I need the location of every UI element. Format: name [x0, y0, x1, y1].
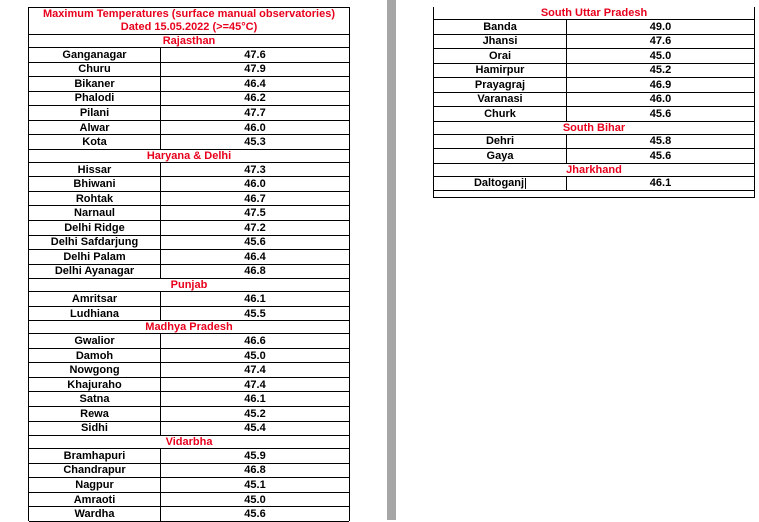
temperature-value: 49.0 [649, 20, 672, 33]
station-name-text: Wardha [74, 508, 115, 521]
table-row [434, 64, 754, 79]
title-line-1: Maximum Temperatures (surface manual observatories) [42, 8, 335, 20]
station-name-text: Rewa [80, 407, 109, 420]
station-name-text: Varanasi [477, 93, 523, 106]
station-name [29, 334, 161, 348]
station-name [29, 177, 161, 191]
station-name [434, 78, 567, 92]
table-row [29, 177, 349, 192]
temperature-value: 47.6 [649, 35, 672, 48]
station-name-text: Narnaul [74, 207, 115, 220]
temperature-value: 46.0 [244, 121, 266, 134]
table-row [434, 177, 754, 192]
station-name [29, 77, 161, 91]
table-row [29, 236, 349, 251]
table-row [29, 378, 349, 393]
temperature-value: 45.0 [244, 349, 266, 362]
station-name-text: Chandrapur [63, 464, 126, 477]
station-name-text: Nowgong [69, 364, 120, 377]
table-row [29, 449, 349, 464]
station-name-text: Hamirpur [475, 64, 525, 77]
temperature-value: 46.8 [244, 464, 266, 477]
station-name [29, 292, 161, 306]
station-name [29, 507, 161, 521]
right-table-body [434, 7, 754, 191]
station-name [434, 49, 567, 63]
section-header-madhya-pradesh: Madhya Pradesh [29, 321, 349, 334]
text-cursor [525, 178, 526, 189]
temperature-value: 45.0 [244, 493, 266, 506]
temperature-value: 45.6 [649, 107, 672, 120]
station-name-text: Daltoganj [473, 177, 525, 190]
station-name [434, 93, 567, 107]
station-name [29, 92, 161, 106]
station-name [29, 265, 161, 279]
table-row [29, 307, 349, 322]
table-row [29, 493, 349, 508]
section-header-vidarbha: Vidarbha [29, 436, 349, 449]
table-row [29, 422, 349, 437]
table-title [29, 8, 349, 35]
station-name [29, 464, 161, 478]
temperature-value: 47.4 [244, 364, 266, 377]
table-row [434, 107, 754, 122]
station-name-text: Delhi Ridge [64, 221, 125, 234]
temperature-value: 46.6 [244, 335, 266, 348]
station-name [29, 478, 161, 492]
station-name [29, 221, 161, 235]
left-temperature-table [28, 7, 350, 521]
station-name [29, 48, 161, 62]
station-name-text: Gwalior [74, 335, 115, 348]
station-name [29, 206, 161, 220]
station-name-text: Nagpur [75, 478, 114, 491]
station-name [29, 106, 161, 120]
table-row [29, 106, 349, 121]
temperature-value: 45.6 [244, 236, 266, 249]
station-name-text: Khajuraho [67, 378, 122, 391]
table-row [434, 49, 754, 64]
temperature-value: 46.7 [244, 192, 266, 205]
station-name-text: Prayagraj [474, 78, 526, 91]
section-header-rajasthan: Rajasthan [29, 35, 349, 48]
section-header-jharkhand: Jharkhand [434, 164, 754, 177]
temperature-value: 45.2 [649, 64, 672, 77]
temperature-value: 45.6 [649, 149, 672, 162]
table-row [434, 149, 754, 164]
station-name-text: Churu [78, 63, 111, 76]
station-name-text: Pilani [79, 106, 110, 119]
station-name-text: Jhansi [482, 35, 518, 48]
station-name [29, 121, 161, 135]
page-divider [387, 0, 396, 520]
table-row [29, 63, 349, 78]
station-name-text: Gaya [486, 149, 514, 162]
table-row [29, 478, 349, 493]
temperature-value: 46.1 [649, 177, 672, 190]
station-name [29, 363, 161, 377]
station-name-text: Delhi Ayanagar [54, 265, 135, 278]
station-name-text: Ganganagar [62, 48, 127, 61]
table-row [29, 334, 349, 349]
temperature-value: 45.6 [244, 508, 266, 521]
table-row [29, 363, 349, 378]
table-row [29, 92, 349, 107]
station-name-text: Damoh [75, 349, 114, 362]
section-header-south-bihar: South Bihar [434, 122, 754, 135]
table-row [29, 464, 349, 479]
station-name [434, 35, 567, 49]
station-name-text: Kota [82, 136, 107, 149]
table-row [29, 135, 349, 150]
station-name [434, 20, 567, 34]
left-table-body [29, 35, 349, 522]
temperature-value: 46.4 [244, 250, 266, 263]
table-row [434, 93, 754, 108]
table-row [434, 20, 754, 35]
temperature-value: 46.1 [244, 393, 266, 406]
temperature-value: 47.5 [244, 207, 266, 220]
station-name [29, 63, 161, 77]
station-name [434, 64, 567, 78]
table-row [434, 35, 754, 50]
station-name [434, 149, 567, 163]
table-row [29, 163, 349, 178]
station-name-text: Alwar [79, 121, 110, 134]
station-name [29, 135, 161, 149]
temperature-value: 47.7 [244, 106, 266, 119]
station-name [434, 135, 567, 149]
station-name-text: Bhiwani [73, 178, 116, 191]
temperature-value: 47.3 [244, 163, 266, 176]
station-name [29, 192, 161, 206]
table-row [29, 48, 349, 63]
temperature-value: 46.1 [244, 292, 266, 305]
station-name-text: Satna [79, 393, 110, 406]
temperature-value: 46.0 [244, 178, 266, 191]
station-name [29, 163, 161, 177]
station-name-text: Sidhi [81, 422, 108, 435]
table-row [29, 221, 349, 236]
station-name [29, 422, 161, 436]
temperature-value: 45.3 [244, 136, 266, 149]
title-line-2: Dated 15.05.2022 (>=45°C) [120, 21, 258, 33]
station-name-text: Delhi Safdarjung [50, 236, 139, 249]
temperature-value: 46.2 [244, 92, 266, 105]
table-row [434, 78, 754, 93]
temperature-value: 46.0 [649, 93, 672, 106]
station-name [29, 307, 161, 321]
station-name-text: Amritsar [71, 292, 118, 305]
temperature-value: 46.9 [649, 78, 672, 91]
temperature-value: 47.6 [244, 48, 266, 61]
table-row [29, 349, 349, 364]
temperature-value: 45.9 [244, 449, 266, 462]
table-row [29, 292, 349, 307]
temperature-value: 45.4 [244, 422, 266, 435]
temperature-value: 46.4 [244, 77, 266, 90]
station-name [434, 177, 567, 191]
station-name-text: Churk [484, 107, 516, 120]
station-name [29, 449, 161, 463]
station-name-text: Bramhapuri [63, 449, 126, 462]
station-name-text: Dehri [485, 135, 515, 148]
table-row [29, 77, 349, 92]
table-row [29, 407, 349, 422]
station-name-text: Delhi Palam [63, 250, 126, 263]
station-name-text: Amraoti [73, 493, 116, 506]
station-name-text: Rohtak [75, 192, 114, 205]
station-name [29, 236, 161, 250]
station-name [29, 392, 161, 406]
station-name-text: Banda [483, 20, 517, 33]
temperature-value: 45.0 [649, 49, 672, 62]
section-header-punjab: Punjab [29, 279, 349, 292]
table-row [29, 192, 349, 207]
temperature-value: 47.9 [244, 63, 266, 76]
temperature-value: 47.2 [244, 221, 266, 234]
temperature-value: 45.5 [244, 307, 266, 320]
table-row [434, 135, 754, 150]
table-row [29, 250, 349, 265]
section-header-south-uttar-pradesh: South Uttar Pradesh [434, 7, 754, 20]
station-name [434, 107, 567, 121]
temperature-value: 46.8 [244, 265, 266, 278]
temperature-value: 47.4 [244, 378, 266, 391]
section-header-haryana-delhi: Haryana & Delhi [29, 150, 349, 163]
station-name-text: Orai [488, 49, 511, 62]
right-temperature-table [433, 7, 755, 198]
table-row [29, 206, 349, 221]
station-name-text: Ludhiana [70, 307, 119, 320]
station-name-text: Phalodi [74, 92, 115, 105]
table-row [29, 121, 349, 136]
station-name-text: Hissar [77, 163, 112, 176]
temperature-value: 45.2 [244, 407, 266, 420]
station-name-text: Bikaner [74, 77, 115, 90]
temperature-value: 45.1 [244, 478, 266, 491]
station-name [29, 378, 161, 392]
table-row [29, 392, 349, 407]
station-name [29, 250, 161, 264]
temperature-value: 45.8 [649, 135, 672, 148]
station-name [29, 493, 161, 507]
table-row [29, 265, 349, 280]
station-name [29, 349, 161, 363]
station-name [29, 407, 161, 421]
